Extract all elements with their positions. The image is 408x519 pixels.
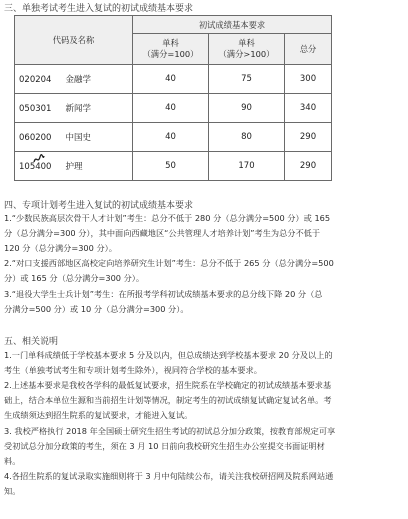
major-name: 金融学 <box>65 75 91 85</box>
section5-line: 受初试总分加分政策的考生，须在 3 月 10 日前向我校研究生招生办公室提交书面证明材 <box>4 441 325 451</box>
section4-title: 四、专项计划考生进入复试的初试成绩基本要求 <box>4 201 194 211</box>
header-total: 总分 <box>285 34 332 65</box>
major-code: 020204 <box>19 75 52 85</box>
total-cell: 340 <box>285 94 332 123</box>
total-cell: 290 <box>285 152 332 181</box>
major-cell <box>15 65 133 94</box>
ink-scribble-mark <box>33 153 45 165</box>
header-single-100-line2: （满分=100） <box>142 49 199 59</box>
major-code: 060200 <box>19 133 52 143</box>
score-requirements-table <box>14 15 332 181</box>
header-single-over-100-line1: 单科 <box>238 38 255 48</box>
single-over-100-cell: 170 <box>209 152 285 181</box>
table-header-row <box>15 16 332 34</box>
section5-line: 础上，结合本单位生源和当前招生计划等情况，制定考生的初试成绩复试确定复试名单。考 <box>4 395 332 405</box>
table-row <box>15 152 332 181</box>
section5-line: 4.各招生院系的复试录取实施细则将于 3 月中旬陆续公布，请关注我校研招网及院系网站通 <box>4 471 334 481</box>
section4-line: 3.“退役大学生士兵计划”考生：在所报考学科初试成绩基本要求的总分线下降 20 分（总 <box>4 289 323 299</box>
section3-title: 三、单独考试考生进入复试的初试成绩基本要求 <box>4 4 194 14</box>
header-single-over-100 <box>209 34 285 65</box>
single-over-100-cell: 75 <box>209 65 285 94</box>
major-name: 新闻学 <box>65 104 91 114</box>
single-100-cell: 40 <box>133 65 209 94</box>
section5-line: 知。 <box>4 486 21 496</box>
section5-line: 料。 <box>4 456 21 466</box>
section4-line: 分满分=500 分）或 10 分（总分满分=300 分）。 <box>4 304 189 314</box>
section4-line: 120 分（总分满分=300 分）。 <box>4 243 117 253</box>
section5-line: 考生（单独考试考生和专项计划考生除外），视同符合学校的基本要求。 <box>4 365 262 375</box>
header-code-name: 代码及名称 <box>15 16 133 65</box>
major-code: 105400 <box>19 162 52 172</box>
header-single-over-100-line2: （满分>100） <box>218 49 275 59</box>
section5-line: 3. 我校严格执行 2018 年全国硕士研究生招生考试的初试总分加分政策，按教育部规定可享 <box>4 426 336 436</box>
section5-line: 1.一门单科成绩低于学校基本要求 5 分及以内，但总成绩达到学校基本要求 20 分及以上的 <box>4 350 333 360</box>
table-row <box>15 94 332 123</box>
section4-line: 2.“对口支援西部地区高校定向培养研究生计划”考生：总分不低于 265 分（总分满分=500 <box>4 258 334 268</box>
major-cell <box>15 94 133 123</box>
section5-line: 生成绩须达到招生院系的复试要求，才能进入复试。 <box>4 410 193 420</box>
table-row <box>15 65 332 94</box>
single-100-cell: 50 <box>133 152 209 181</box>
table-row <box>15 123 332 152</box>
header-score-group: 初试成绩基本要求 <box>133 16 332 34</box>
total-cell: 300 <box>285 65 332 94</box>
section5-title: 五、相关说明 <box>4 337 59 347</box>
major-name: 护理 <box>65 162 83 172</box>
major-code: 050301 <box>19 104 52 114</box>
total-cell: 290 <box>285 123 332 152</box>
single-over-100-cell: 80 <box>209 123 285 152</box>
major-name: 中国史 <box>65 133 91 143</box>
section5-line: 2.上述基本要求是我校各学科的最低复试要求，招生院系在学校确定的初试成绩基本要求基 <box>4 380 332 390</box>
header-single-100 <box>133 34 209 65</box>
major-cell <box>15 123 133 152</box>
single-100-cell: 40 <box>133 123 209 152</box>
header-single-100-line1: 单科 <box>162 38 179 48</box>
section4-line: 分）或 165 分（总分满分=300 分）。 <box>4 273 145 283</box>
section4-line: 1.“少数民族高层次骨干人才计划”考生：总分不低于 280 分（总分满分=500 分）或 165 <box>4 213 331 223</box>
single-over-100-cell: 90 <box>209 94 285 123</box>
section4-line: 分（总分满分=300 分），其中面向西藏地区“公共管理人才培养计划”考生为总分不低于 <box>4 228 321 238</box>
single-100-cell: 40 <box>133 94 209 123</box>
